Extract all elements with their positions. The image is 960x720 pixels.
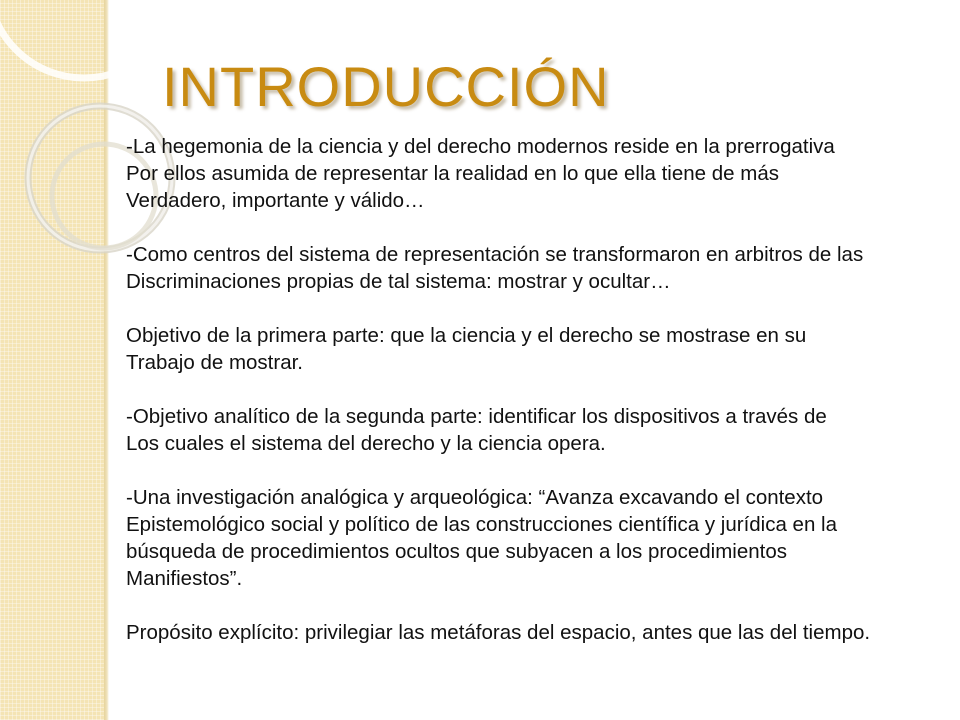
deco-ring-large: [0, 0, 180, 78]
paragraph-line: Los cuales el sistema del derecho y la ciencia opera.: [126, 432, 606, 455]
paragraph-line: Propósito explícito: privilegiar las metáforas del espacio, antes que las del tiempo.: [126, 621, 871, 644]
paragraph-line: Epistemológico social y político de las construcciones científica y jurídica en la: [126, 513, 838, 536]
slide-title: INTRODUCCIÓN: [162, 55, 610, 118]
paragraph-line: Objetivo de la primera parte: que la ciencia y el derecho se mostrase en su: [126, 324, 807, 347]
paragraph-line: -Como centros del sistema de representación se transformaron en arbitros de las: [126, 243, 864, 266]
paragraph-line: búsqueda de procedimientos ocultos que subyacen a los procedimientos: [126, 540, 787, 563]
paragraph-line: Manifiestos”.: [126, 567, 243, 590]
paragraph-line: -La hegemonia de la ciencia y del derecho modernos reside en la prerrogativa: [126, 135, 835, 158]
paragraph-1: [126, 133, 942, 214]
paragraph-line: -Objetivo analítico de la segunda parte: identificar los dispositivos a través de: [126, 405, 827, 428]
paragraph-line: Trabajo de mostrar.: [126, 351, 303, 374]
slide-body: [126, 133, 942, 646]
paragraph-line: -Una investigación analógica y arqueológica: “Avanza excavando el contexto: [126, 486, 824, 509]
paragraph-4: [126, 403, 942, 457]
paragraph-line: Verdadero, importante y válido…: [126, 189, 425, 212]
paragraph-3: [126, 322, 942, 376]
paragraph-line: Por ellos asumida de representar la realidad en lo que ella tiene de más: [126, 162, 779, 185]
paragraph-5: [126, 484, 942, 592]
paragraph-6: [126, 619, 942, 646]
paragraph-2: [126, 241, 942, 295]
paragraph-line: Discriminaciones propias de tal sistema: mostrar y ocultar…: [126, 270, 671, 293]
